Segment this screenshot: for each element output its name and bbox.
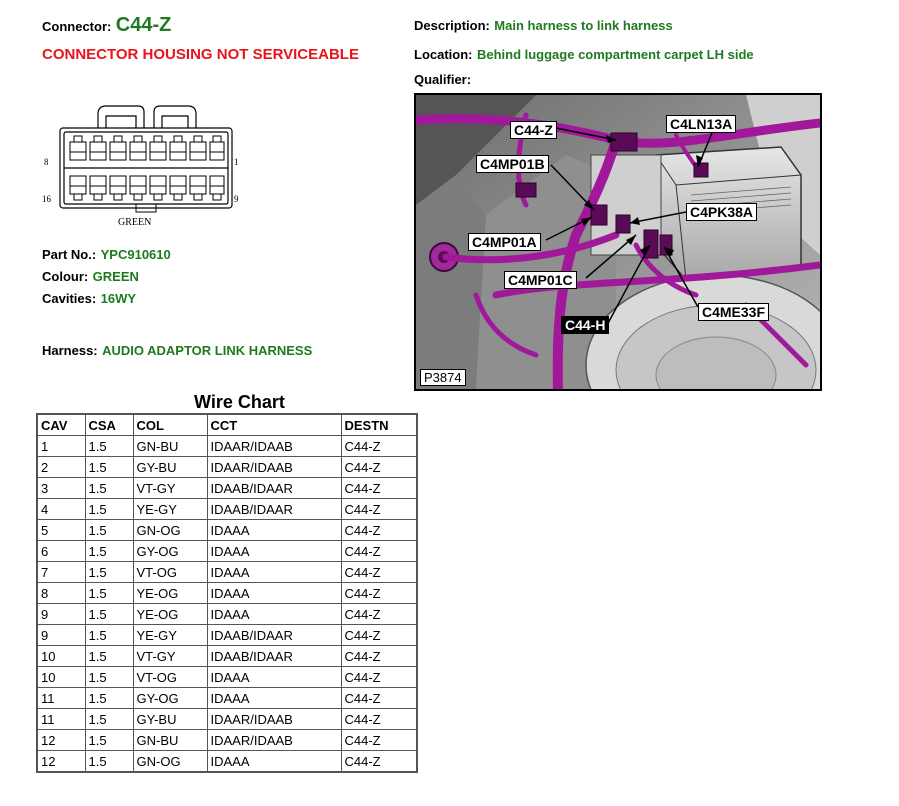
colour-label: Colour: [42, 269, 89, 284]
table-row [37, 562, 417, 583]
csa-cell: 1.5 [85, 562, 133, 583]
cct-cell: IDAAA [207, 604, 341, 625]
destn-cell: C44-Z [341, 751, 417, 773]
col-cell: GN-BU [133, 436, 207, 457]
cav-cell: 6 [37, 541, 85, 562]
cav-cell: 9 [37, 604, 85, 625]
part-no-label: Part No.: [42, 247, 97, 262]
table-row [37, 457, 417, 478]
cct-cell: IDAAA [207, 583, 341, 604]
csa-cell: 1.5 [85, 520, 133, 541]
col-header-destn: DESTN [341, 414, 417, 436]
wire-chart-body [37, 436, 417, 773]
col-header-cct: CCT [207, 414, 341, 436]
col-cell: VT-OG [133, 562, 207, 583]
connector-header [42, 14, 171, 37]
col-cell: YE-OG [133, 604, 207, 625]
csa-cell: 1.5 [85, 667, 133, 688]
pin-label-bottom-right: 9 [234, 194, 239, 204]
table-row [37, 604, 417, 625]
harness-row [42, 342, 312, 360]
csa-cell: 1.5 [85, 583, 133, 604]
pin-label-bottom-left: 16 [42, 194, 51, 204]
destn-cell: C44-Z [341, 709, 417, 730]
col-cell: GY-BU [133, 457, 207, 478]
callout-c44-h: C44-H [561, 316, 609, 334]
cct-cell: IDAAA [207, 562, 341, 583]
wire-chart-title: Wire Chart [194, 392, 285, 412]
callout-c4mp01b: C4MP01B [476, 155, 549, 173]
cavities-row [42, 290, 136, 308]
cav-cell: 8 [37, 583, 85, 604]
cavities-label: Cavities: [42, 291, 97, 306]
cav-cell: 1 [37, 436, 85, 457]
cct-cell: IDAAA [207, 541, 341, 562]
cct-cell: IDAAR/IDAAB [207, 436, 341, 457]
col-header-col: COL [133, 414, 207, 436]
destn-cell: C44-Z [341, 604, 417, 625]
table-row [37, 541, 417, 562]
table-row [37, 436, 417, 457]
table-row [37, 709, 417, 730]
photo-id-label: P3874 [420, 369, 466, 386]
connector-face-diagram [38, 100, 248, 232]
pin-label-top-right: 1 [234, 157, 239, 167]
pin-label-top-left: 8 [44, 157, 49, 167]
cct-cell: IDAAB/IDAAR [207, 478, 341, 499]
connector-label: Connector: [42, 19, 112, 34]
table-row [37, 667, 417, 688]
cct-cell: IDAAB/IDAAR [207, 499, 341, 520]
callout-c4ln13a: C4LN13A [666, 115, 736, 133]
location-value: Behind luggage compartment carpet LH side [476, 47, 754, 62]
cav-cell: 2 [37, 457, 85, 478]
cct-cell: IDAAB/IDAAR [207, 625, 341, 646]
cct-cell: IDAAR/IDAAB [207, 709, 341, 730]
connector-id: C44-Z [115, 14, 172, 36]
cav-cell: 3 [37, 478, 85, 499]
csa-cell: 1.5 [85, 730, 133, 751]
csa-cell: 1.5 [85, 457, 133, 478]
col-cell: GN-BU [133, 730, 207, 751]
location-photo [414, 93, 822, 391]
csa-cell: 1.5 [85, 604, 133, 625]
col-header-csa: CSA [85, 414, 133, 436]
cct-cell: IDAAR/IDAAB [207, 457, 341, 478]
harness-value: AUDIO ADAPTOR LINK HARNESS [102, 343, 313, 358]
destn-cell: C44-Z [341, 688, 417, 709]
qualifier-label: Qualifier: [414, 72, 472, 87]
col-cell: YE-GY [133, 499, 207, 520]
destn-cell: C44-Z [341, 541, 417, 562]
callout-c4mp01c: C4MP01C [504, 271, 577, 289]
colour-row [42, 268, 139, 286]
cct-cell: IDAAA [207, 667, 341, 688]
csa-cell: 1.5 [85, 436, 133, 457]
destn-cell: C44-Z [341, 646, 417, 667]
col-cell: YE-OG [133, 583, 207, 604]
cct-cell: IDAAA [207, 688, 341, 709]
table-row [37, 520, 417, 541]
col-cell: GY-OG [133, 541, 207, 562]
cav-cell: 11 [37, 709, 85, 730]
destn-cell: C44-Z [341, 667, 417, 688]
destn-cell: C44-Z [341, 478, 417, 499]
colour-value: GREEN [92, 269, 139, 284]
cavities-value: 16WY [100, 291, 137, 306]
cav-cell: 7 [37, 562, 85, 583]
table-row [37, 583, 417, 604]
csa-cell: 1.5 [85, 499, 133, 520]
destn-cell: C44-Z [341, 562, 417, 583]
csa-cell: 1.5 [85, 646, 133, 667]
csa-cell: 1.5 [85, 625, 133, 646]
csa-cell: 1.5 [85, 688, 133, 709]
destn-cell: C44-Z [341, 457, 417, 478]
description-value: Main harness to link harness [494, 18, 673, 33]
table-row [37, 625, 417, 646]
cav-cell: 11 [37, 688, 85, 709]
col-cell: GN-OG [133, 751, 207, 773]
part-no-value: YPC910610 [100, 247, 171, 262]
destn-cell: C44-Z [341, 520, 417, 541]
cav-cell: 10 [37, 646, 85, 667]
csa-cell: 1.5 [85, 478, 133, 499]
destn-cell: C44-Z [341, 436, 417, 457]
table-row [37, 730, 417, 751]
destn-cell: C44-Z [341, 499, 417, 520]
cav-cell: 12 [37, 730, 85, 751]
col-cell: VT-OG [133, 667, 207, 688]
table-row [37, 688, 417, 709]
csa-cell: 1.5 [85, 541, 133, 562]
cct-cell: IDAAR/IDAAB [207, 730, 341, 751]
part-no-row [42, 246, 171, 264]
destn-cell: C44-Z [341, 730, 417, 751]
cav-cell: 4 [37, 499, 85, 520]
cct-cell: IDAAB/IDAAR [207, 646, 341, 667]
callout-c4me33f: C4ME33F [698, 303, 769, 321]
description-row [414, 17, 673, 35]
table-row [37, 478, 417, 499]
wire-chart-header-row [37, 414, 417, 436]
location-label: Location: [414, 47, 473, 62]
wire-chart-table [36, 413, 418, 773]
table-row [37, 751, 417, 773]
callout-c4mp01a: C4MP01A [468, 233, 541, 251]
col-cell: GY-OG [133, 688, 207, 709]
destn-cell: C44-Z [341, 625, 417, 646]
cav-cell: 12 [37, 751, 85, 773]
col-cell: GN-OG [133, 520, 207, 541]
csa-cell: 1.5 [85, 751, 133, 773]
cav-cell: 10 [37, 667, 85, 688]
col-cell: YE-GY [133, 625, 207, 646]
description-label: Description: [414, 18, 490, 33]
cct-cell: IDAAA [207, 751, 341, 773]
col-header-cav: CAV [37, 414, 85, 436]
table-row [37, 646, 417, 667]
table-row [37, 499, 417, 520]
cct-cell: IDAAA [207, 520, 341, 541]
callout-c44-z: C44-Z [510, 121, 557, 139]
connector-warning: CONNECTOR HOUSING NOT SERVICEABLE [42, 46, 359, 63]
col-cell: GY-BU [133, 709, 207, 730]
csa-cell: 1.5 [85, 709, 133, 730]
cav-cell: 9 [37, 625, 85, 646]
harness-label: Harness: [42, 343, 98, 358]
col-cell: VT-GY [133, 646, 207, 667]
cav-cell: 5 [37, 520, 85, 541]
location-row [414, 46, 754, 64]
destn-cell: C44-Z [341, 583, 417, 604]
diagram-color-caption: GREEN [118, 217, 152, 228]
callout-c4pk38a: C4PK38A [686, 203, 757, 221]
col-cell: VT-GY [133, 478, 207, 499]
